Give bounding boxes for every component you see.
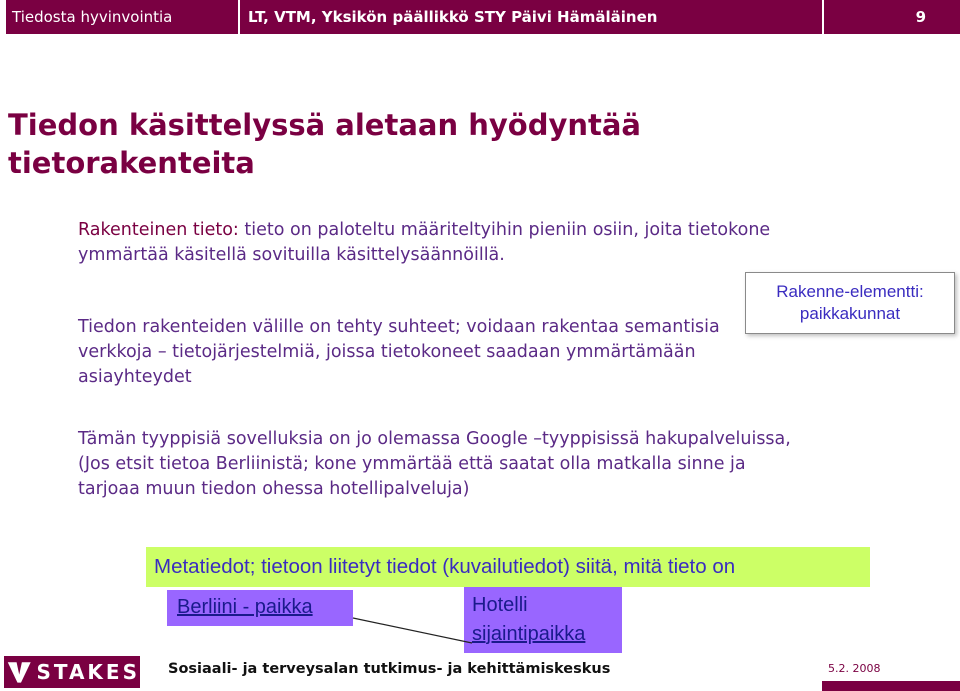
metadata-banner: Metatiedot; tietoon liitetyt tiedot (kuvailutiedot) siitä, mitä tieto on — [146, 547, 870, 587]
header-author: LT, VTM, Yksikön päällikkö STY Päivi Hämäläinen — [240, 0, 822, 34]
callout-line1: Rakenne-elementti: — [776, 282, 924, 301]
callout-line2: paikkakunnat — [799, 304, 901, 323]
header-left-label: Tiedosta hyvinvointia — [6, 0, 238, 34]
slide-title-line2: tietorakenteita — [8, 146, 255, 180]
stakes-logo — [4, 656, 140, 688]
footer-accent-bar — [822, 681, 960, 691]
berlin-place-label: Berliini - paikka — [177, 596, 313, 618]
footer-organization: Sosiaali- ja terveysalan tutkimus- ja kehittämiskeskus — [168, 661, 611, 677]
structured-data-text: tieto on paloteltu määriteltyihin pieniin osiin, joita tietokone ymmärtää käsitellä sovituilla käsittelysäännöillä. — [78, 220, 771, 265]
slide-title-line1: Tiedon käsittelyssä aletaan hyödyntää — [8, 108, 642, 142]
footer-date: 5.2. 2008 — [828, 662, 881, 675]
hotel-label: Hotelli — [472, 594, 528, 616]
structured-data-label: Rakenteinen tieto: — [78, 220, 239, 240]
page-number: 9 — [824, 0, 940, 34]
stakes-logo-text: STAKES — [36, 660, 140, 684]
stakes-logo-icon — [6, 657, 32, 687]
paragraph-google-example: Tämän tyyppisiä sovelluksia on jo olemassa Google –tyyppisissä hakupalveluissa, (Jos etsit tietoa Berliinistä; kone ymmärtää että saatat olla matkalla sinne ja tarjoaa muun tiedon ohessa hotellipalveluja) — [78, 429, 791, 499]
hotel-location-label: sijaintipaikka — [472, 623, 586, 645]
paragraph-semantic-networks: Tiedon rakenteiden välille on tehty suhteet; voidaan rakentaa semantisia verkkoja – tietojärjestelmiä, joissa tietokoneet saadaan ymmärtämään asiayhteydet — [78, 317, 720, 387]
